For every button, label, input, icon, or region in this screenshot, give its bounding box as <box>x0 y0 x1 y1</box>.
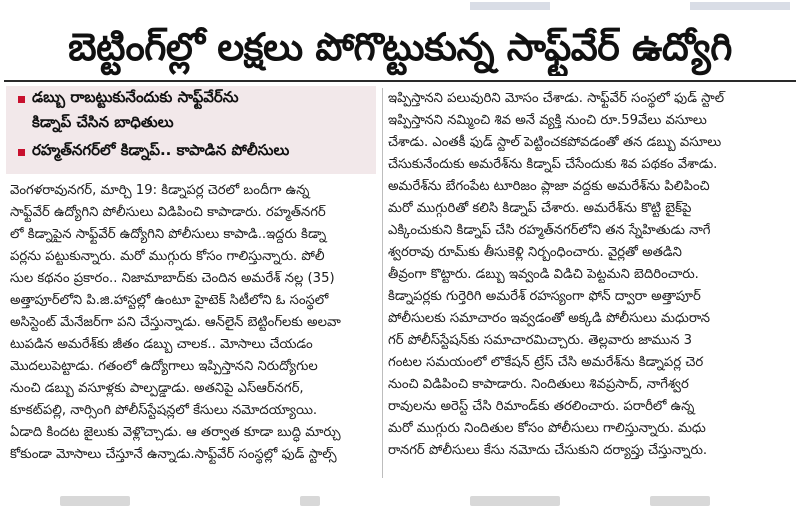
bottom-fragment <box>60 496 130 506</box>
subheading-box <box>6 86 376 174</box>
subheading-line: రహ్మత్‌నగర్‌లో కిడ్నాప్.. కాపాడిన పోలీసులు <box>32 141 290 159</box>
text-line: చేశాడు. ఎంతకీ ఫుడ్ స్టాల్ పెట్టించకపోవడంతో తన డబ్బు వసూలు <box>388 135 722 150</box>
text-line: అత్తాపూర్‌లోని పి.జి.హాస్టల్లో ఉంటూ హైటెక్ సిటీలోని ఓ సంస్థలో <box>10 293 329 308</box>
article-column-right <box>388 88 792 484</box>
headline: బెట్టింగ్‌ల్లో లక్షలు పోగొట్టుకున్న సాఫ్ట్‌వేర్ ఉద్యోగి <box>68 25 732 69</box>
text-line: నుంచి విడిపించి కాపాడారు. నిందితులు శివప్రసాద్, నాగేశ్వర <box>388 377 689 392</box>
text-line: మరో ముగ్గురు నిందితుల కోసం పోలీసులు గాలిస్తున్నారు. మధు <box>388 421 706 436</box>
text-line: ఎక్కించుకుని కిడ్నాప్ చేసి రహ్మత్‌నగర్‌లోని తన స్నేహితుడు నాగే <box>388 223 711 238</box>
bottom-fragment <box>470 496 560 506</box>
text-line: టుపడిన అమరేశ్‌కు జీతం డబ్బు చాలక.. మోసాలు చేయడం <box>10 337 313 352</box>
bottom-fragment <box>650 496 710 506</box>
text-line: సుల కథనం ప్రకారం.. నిజామాబాద్‌కు చెందిన అమరేశ్ నల్ల (35) <box>10 271 335 286</box>
text-line: గర్ పోలీస్‌స్టేషన్‌కు సమాచారమిచ్చారు. తెల్లవారు జామున 3 <box>388 333 693 348</box>
text-line: శ్వరరావు రూమ్‌కు తీసుకెళ్లి నిర్బంధించారు. వైర్లతో అతడిని <box>388 245 682 260</box>
bullet-icon <box>18 96 25 103</box>
text-line: పోలీసులకు సమాచారం ఇవ్వడంతో అక్కడి పోలీసులు మధురాన <box>388 311 711 326</box>
top-edge-strip <box>0 0 800 16</box>
text-line: మరో ముగ్గురితో కలిసి కిడ్నాప్ చేశారు. అమరేశ్‌ను కొట్టి బైక్‌పై <box>388 201 692 216</box>
text-line: సాఫ్ట్‌వేర్ ఉద్యోగిని పోలీసులు విడిపించి కాపాడారు. రహ్మత్‌నగర్ <box>10 205 326 220</box>
text-line: లో కిడ్నాపైన సాఫ్ట్‌వేర్ ఉద్యోగిని పోలీసులు కాపాడి..ఇద్దరు కిడ్నా <box>10 227 327 242</box>
text-line: తీవ్రంగా కొట్టారు. డబ్బు ఇవ్వండి విడిచి పెట్టమని బెదిరించారు. <box>388 267 699 282</box>
text-line: రావులను అరెస్ట్ చేసి రిమాండ్‌కు తరలించారు. పరారీలో ఉన్న <box>388 399 695 414</box>
article-column-left <box>10 180 380 478</box>
text-line: కిడ్నాపర్లకు గుర్తెరిగి అమరేశ్ రహస్యంగా ఫోన్ ద్వారా అత్తాపూర్ <box>388 289 701 304</box>
bullet-icon <box>18 149 25 156</box>
text-line: అమరేశ్‌ను బేగంపేట టూరిజం ప్లాజా వద్దకు అమరేశ్‌ను పిలిపించి <box>388 179 710 194</box>
bottom-edge-strip <box>0 492 800 507</box>
subheading-line: డబ్బు రాబట్టుకునేందుకు సాఫ్ట్‌వేర్‌ను <box>32 88 239 106</box>
text-line: రానగర్ పోలీసులు కేసు నమోదు చేసుకుని దర్యాప్తు చేస్తున్నారు. <box>388 443 708 458</box>
text-line: వెంగళరావునగర్, మార్చి 19: కిడ్నాపర్ల చెరలో బందీగా ఉన్న <box>10 183 310 198</box>
text-line: పర్లను పట్టుకున్నారు. మరో ముగ్గురు కోసం గాలిస్తున్నారు. పోలీ <box>10 249 325 264</box>
top-fragment <box>690 2 790 10</box>
text-line: ఏడాది కిందట జైలుకు వెళ్లొచ్చాడు. ఆ తర్వాత కూడా బుద్ధి మార్చు <box>10 425 341 440</box>
text-line: గంటల సమయంలో లొకేషన్ ట్రేస్ చేసి అమరేశ్‌ను కిడ్నాపర్ల చెర <box>388 355 704 370</box>
bottom-fragment <box>300 496 320 506</box>
column-divider <box>382 88 383 478</box>
headline-rule <box>4 80 796 82</box>
text-line: కోకుండా మోసాలు చేస్తూనే ఉన్నాడు.సాఫ్ట్‌వేర్ సంస్థల్లో ఫుడ్ స్టాల్స్ <box>10 447 337 462</box>
text-line: ఇప్పిస్తానని పలువురిని మోసం చేశాడు. సాఫ్ట్‌వేర్ సంస్థలో ఫుడ్ స్టాల్ <box>388 91 725 106</box>
text-line: నుంచి డబ్బు వసూళ్లకు పాల్పడ్డాడు. అతనిపై ఎస్‌ఆర్‌నగర్, <box>10 381 304 396</box>
text-line: కూకట్‌పల్లి, నార్సింగి పోలీస్‌స్టేషన్లలో కేసులు నమోదయ్యాయి. <box>10 403 318 418</box>
text-line: అసిస్టెంట్ మేనేజర్‌గా పని చేస్తున్నాడు. ఆన్‌లైన్ బెట్టింగ్‌లకు అలవా <box>10 315 341 330</box>
top-fragment <box>470 2 550 10</box>
text-line: మొదలుపెట్టాడు. గతంలో ఉద్యోగాలు ఇప్పిస్తానని నిరుద్యోగుల <box>10 359 318 374</box>
text-line: ఇప్పిస్తానని నమ్మించి శివ అనే వ్యక్తి నుంచి రూ.59వేలు వసూలు <box>388 113 707 128</box>
text-line: చేసుకునేందుకు అమరేశ్‌ను కిడ్నాప్ చేసేందుకు శివ పథకం వేశాడు. <box>388 157 718 172</box>
subheading-line: కిడ్నాప్ చేసిన బాధితులు <box>32 113 174 131</box>
